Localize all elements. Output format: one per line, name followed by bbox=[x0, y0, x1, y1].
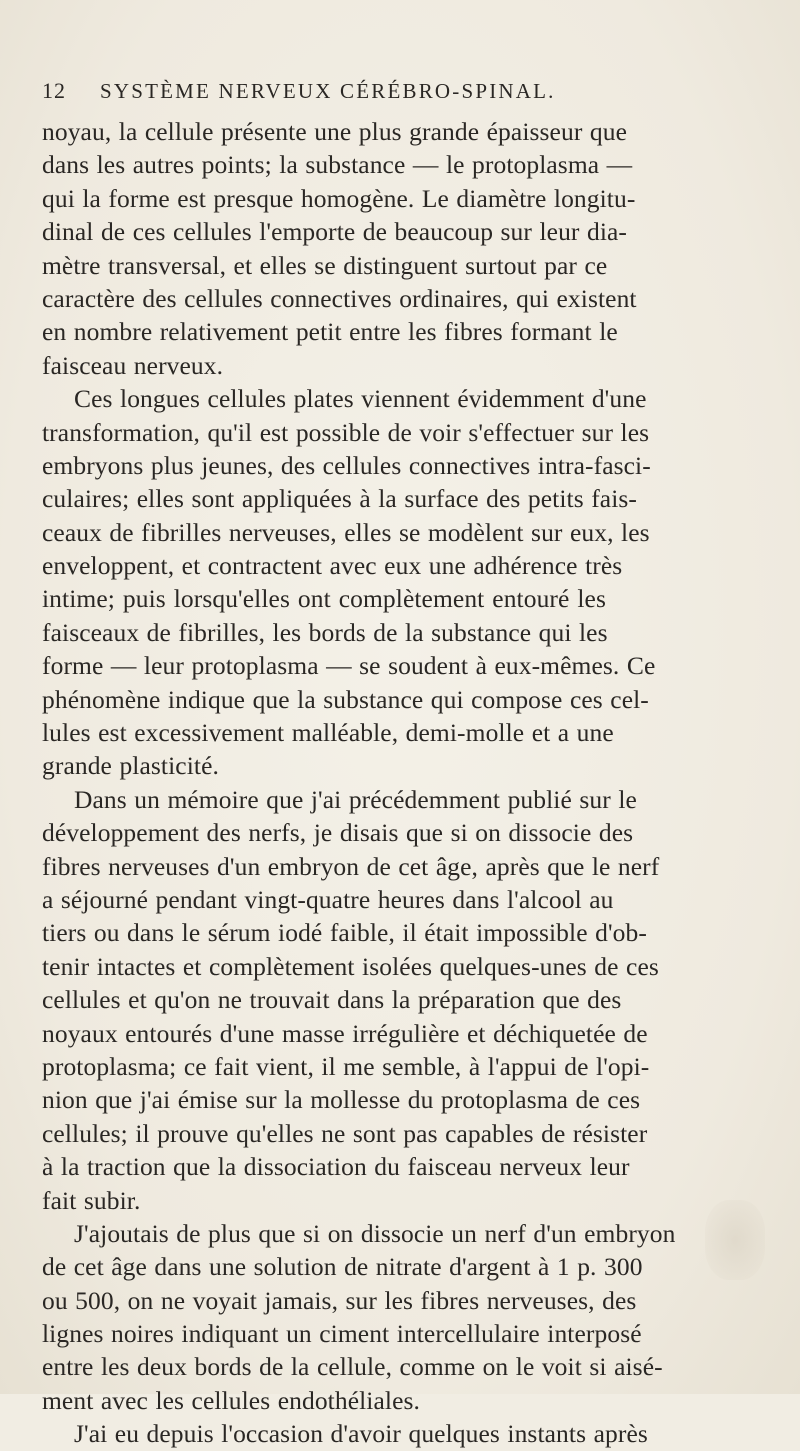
text-line: ment avec les cellules endothéliales. bbox=[42, 1385, 421, 1415]
text-line: intime; puis lorsqu'elles ont complètement entouré les bbox=[42, 584, 606, 614]
running-title: SYSTÈME NERVEUX CÉRÉBRO-SPINAL. bbox=[100, 79, 556, 103]
text-line: cellules; il prouve qu'elles ne sont pas capables de résister bbox=[42, 1118, 648, 1148]
text-line: J'ajoutais de plus que si on dissocie un nerf d'un embryon bbox=[74, 1218, 676, 1248]
text-line: lignes noires indiquant un ciment intercellulaire interposé bbox=[42, 1319, 642, 1349]
text-line: faisceau nerveux. bbox=[42, 350, 224, 380]
text-line: a séjourné pendant vingt-quatre heures dans l'alcool au bbox=[42, 884, 614, 914]
text-line: cellules et qu'on ne trouvait dans la préparation que des bbox=[42, 985, 622, 1015]
text-line: entre les deux bords de la cellule, comme on le voit si aisé- bbox=[42, 1352, 663, 1382]
text-line: fibres nerveuses d'un embryon de cet âge, après que le nerf bbox=[42, 851, 660, 881]
text-line: en nombre relativement petit entre les fibres formant le bbox=[42, 317, 618, 347]
text-line: forme — leur protoplasma — se soudent à eux-mêmes. Ce bbox=[42, 651, 656, 681]
page-number: 12 bbox=[42, 78, 66, 103]
text-line: de cet âge dans une solution de nitrate d'argent à 1 p. 300 bbox=[42, 1252, 643, 1282]
text-line: nion que j'ai émise sur la mollesse du protoplasma de ces bbox=[42, 1085, 641, 1115]
text-line: tenir intactes et complètement isolées quelques-unes de ces bbox=[42, 951, 659, 981]
text-line: dinal de ces cellules l'emporte de beaucoup sur leur dia- bbox=[42, 217, 628, 247]
text-line: enveloppent, et contractent avec eux une adhérence très bbox=[42, 551, 623, 581]
text-line: ceaux de fibrilles nerveuses, elles se modèlent sur eux, les bbox=[42, 517, 650, 547]
paper-stain bbox=[705, 1200, 765, 1280]
text-line: tiers ou dans le sérum iodé faible, il était impossible d'ob- bbox=[42, 918, 647, 948]
text-line: J'ai eu depuis l'occasion d'avoir quelques instants après bbox=[74, 1419, 648, 1449]
text-line: embryons plus jeunes, des cellules connectives intra-fasci- bbox=[42, 450, 651, 480]
text-line: ou 500, on ne voyait jamais, sur les fibres nerveuses, des bbox=[42, 1285, 637, 1315]
text-line: noyau, la cellule présente une plus grande épaisseur que bbox=[42, 117, 628, 146]
text-line: dans les autres points; la substance — le protoplasma — bbox=[42, 150, 633, 180]
text-line: phénomène indique que la substance qui compose ces cel- bbox=[42, 684, 649, 714]
text-line: fait subir. bbox=[42, 1185, 141, 1215]
text-line: qui la forme est presque homogène. Le diamètre longitu- bbox=[42, 183, 636, 213]
text-line: lules est excessivement malléable, demi-molle et a une bbox=[42, 718, 614, 748]
text-line: développement des nerfs, je disais que si on dissocie des bbox=[42, 818, 634, 848]
body-text bbox=[42, 115, 676, 1451]
text-line: mètre transversal, et elles se distinguent surtout par ce bbox=[42, 250, 608, 280]
text-line: caractère des cellules connectives ordinaires, qui existent bbox=[42, 283, 637, 313]
text-line: transformation, qu'il est possible de voir s'effectuer sur les bbox=[42, 417, 650, 447]
text-line: culaires; elles sont appliquées à la surface des petits fais- bbox=[42, 484, 638, 514]
page-header bbox=[42, 78, 612, 108]
text-line: Dans un mémoire que j'ai précédemment publié sur le bbox=[74, 784, 637, 814]
text-line: Ces longues cellules plates viennent évidemment d'une bbox=[74, 384, 647, 414]
text-line: faisceaux de fibrilles, les bords de la substance qui les bbox=[42, 617, 608, 647]
text-line: grande plasticité. bbox=[42, 751, 219, 781]
text-line: à la traction que la dissociation du faisceau nerveux leur bbox=[42, 1152, 630, 1182]
text-line: protoplasma; ce fait vient, il me semble, à l'appui de l'opi- bbox=[42, 1051, 650, 1081]
text-line: noyaux entourés d'une masse irrégulière et déchiquetée de bbox=[42, 1018, 648, 1048]
